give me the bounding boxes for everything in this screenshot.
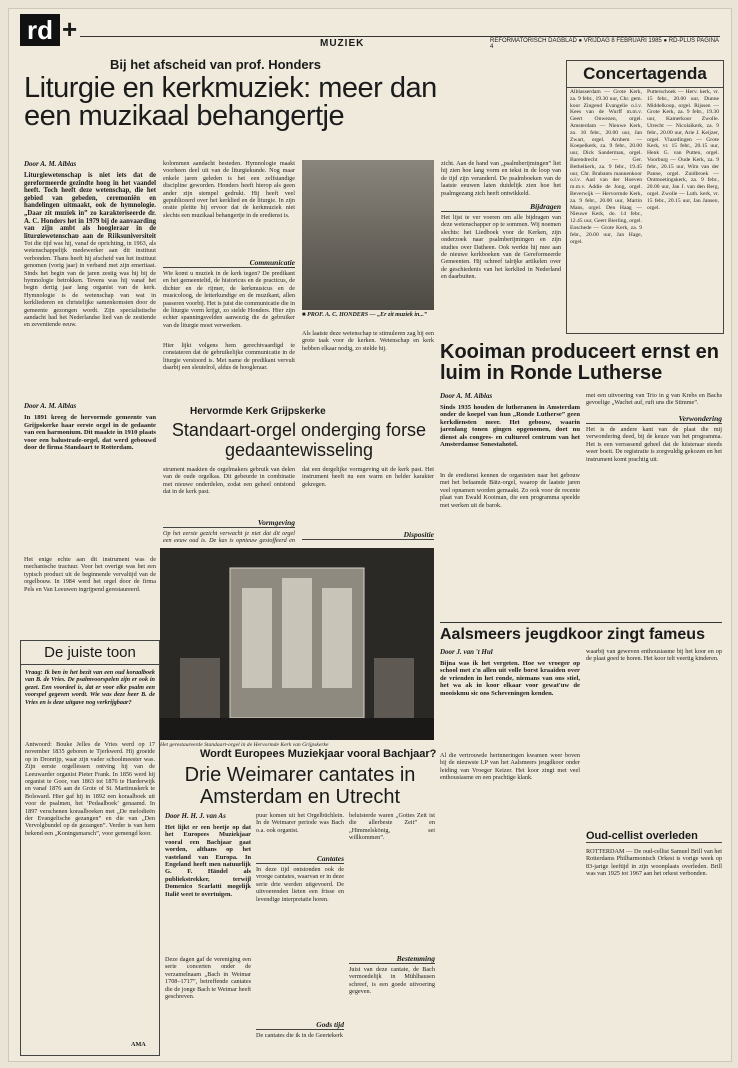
lead-col3: zicht. Aan de hand van „psalmberijmingen” liet hij zien hoe lang vorm en tekst in de loop van de tijd zijn veranderd. De psalmboeken van de laatste eeuwen laten duidelijk zien hoe het psalmgezang zich heeft ontwikkeld. [441,160,561,197]
header-rule [80,36,720,37]
aalsmeer-headline: Aalsmeers jeugdkoor zingt fameus [440,622,722,644]
masthead [20,14,720,48]
concert-list-right: Putterschoek — Herv. kerk, vr. 15 febr., 20.00 uur, Dunne Middelkoop, orgel. Rijssen — Grote Kerk, za. 9 febr., 19.30 uur, Kamerkoor Zwolle. Utrecht — Nicolaïkerk, za. 9 febr., 20.00 uur, Arie J. Keijzer, orgel. Vlaardingen — Grote Kerk, vr. 15 febr., 20.15 uur, Henk G. van Putten, orgel. Voorburg — Oude Kerk, za. 9 febr., 20.15 uur, Wim van der Panne, orgel. Zuidbroek — Ontmoetingskerk, za. 9 febr., 20.00 uur, Jan J. van den Berg, orgel. Zwolle — Luth. kerk, vr. 15 febr., 20.15 uur, Jan Jansen, orgel. [647,89,719,211]
lead-col3c: Als laatste deze wetenschap te stimuleren zag hij een grote taak voor de kerken. Wetenschap en kerk hebben elkaar nodig, zo stelde hij. [302,330,434,352]
weimar-intro: Het lijkt er een beetje op dat het Europees Muziekjaar vooral een Bachjaar gaat worden, althans op het vasteland van Europa. In Engeland heeft men natuurlijk G. F. Händel als publiekstrekker, terwijl Domenico Scarlatti mogelijk Italië weet te overtuigen. [165,824,251,898]
weimar-headline: Drie Weimarer cantates in Amsterdam en Utrecht [184,764,416,808]
honders-photo [302,160,434,310]
weimar-body: Deze dagen gaf de vereniging een serie concerten onder de verzamelnaam „Bach in Weimar 1708–1717”, betreffende cantates die de jonge Bach te Weimar heeft geschreven. [165,956,251,1001]
lead-subhead-communicatie: Communicatie [163,258,295,268]
concert-agenda-box [566,60,724,334]
lead-byline: Door A. M. Alblas [24,160,77,168]
lead-col2b: Wie komt u muziek in de kerk tegen? De predikant en het gemeentelid, de historicus en de practicus, de dichter en de rijmer, de kerkmusicus en de musicoloog, de letterkundige en de muzikant, allen passeren voorbij. Het is juist die communicatie die in de liturgie vorm krijgt, zo stelde Honders. Hier zijn echter spanningsvelden aanwezig die de gebruiker van de liturgie moet verwerken. [163,270,295,329]
grijpskerke-col2: strument maakten de orgelmakers gebruik van delen van de oude orgelkas. Dit gebeurde in combinatie met nieuwe onderdelen, zodat een geheel ontstond dat in de kerk past. [163,466,295,496]
weimar-subhead-bestemming: Bestemming [349,954,435,964]
weimar-col3: beluisterde waren „Gottes Zeit ist die allerbeste Zeit” en „Himmelskönig, sei willkommen”. [349,812,435,842]
lead-subhead-bijdragen: Bijdragen [441,202,561,212]
grijpskerke-kicker: Hervormde Kerk Grijpskerke [190,406,326,417]
weimar-col2: puur komen uit het Orgelbüchlein. In de Weimarer periode was Bach o.a. ook organist. [256,812,344,834]
lead-col2c: Hier lijkt volgens hem gerechtvaardigd te constateren dat de gebruikelijke communicatie in de liturgie verstoord is. Met name de predikant vervult daarbij een sleutelrol, aldus de hoogleraar. [163,342,295,372]
lead-kicker: Bij het afscheid van prof. Honders [110,57,321,72]
aalsmeer-byline: Door J. van 't Hul [440,648,493,656]
weimar-col3b: Juist van deze cantate, de Bach vermoedelijk in Mühlhausen schreef, is een goede uitvoering gegeven. [349,966,435,996]
lead-headline: Liturgie en kerkmuziek: meer dan een muzikaal behangertje [24,72,437,132]
kooiman-col2: met een uitvoering van Trio in g van Krebs en Bachs gevoelige „Wachet auf, ruft uns die Stimme”. [586,392,722,407]
weimar-col2c: De cantates die ik in de Geertekerk [256,1032,343,1039]
aalsmeer-body: Al die vertrouwde herinneringen kwamen weer boven bij de nieuwste LP van het Aalsmeers jeugdkoor onder leiding van Vroeger Keizer. Het koor zingt met veel enthousiasme en een prachtige klank. [440,752,580,782]
kooiman-body: In de eredienst kennen de organisten naar het gebouw met het befaamde Bätz-orgel, waarop de laatste jaren veel opnamen worden gemaakt. Zo ook voor de recente plaat van Ewald Kooiman, die een programma speelde met werken uit de barok. [440,472,580,509]
grijpskerke-subhead-vormgeving: Vormgeving [163,518,295,528]
tip-question: Vraag: Ik ben in het bezit van een oud koraalboek van B. de Vries. De psalmvoorspelen zijn er ook in gezet. Een voordeel is, dat er voor elke psalm een voorspel gegeven wordt. Wie was deze heer B. de Vries en is deze uitgave nog verkrijgbaar? [25,669,155,706]
organ-caption: Het gerestaureerde Standaart-orgel in de Hervormde Kerk van Grijpskerke [160,742,329,748]
grijpskerke-col1b: Het enige echte aan dit instrument was de mechanische tractuur. Voor het overige was het een typisch product uit de beginnende vervaltijd van de orgelbouw. In 1984 werd het orgel door de firma Pels en Van Leeuwen ingrijpend gerestaureerd. [24,556,156,593]
plus-icon: + [62,14,78,44]
organ-photo [160,548,434,740]
issue-meta: REFORMATORISCH DAGBLAD ● VRIJDAG 8 FEBRUARI 1985 ● RD-PLUS PAGINA 4 [490,38,719,50]
weimar-byline: Door H. H. J. van As [165,812,226,820]
lead-body: Tot die tijd was hij, vanaf de oprichting, in 1963, als wetenschappelijk medewerker aan dit instituut verbonden. Thans heeft hij afscheid van het instituut genomen (vorig jaar) in verband met zijn emeritaat. Sinds het begin van de jaren zestig was hij bij de hymnologie betrokken. Tevens was hij vanaf het begin dertig jaar lang organist van de kerk. Hymnologie is de wetenschap van wat in kerkliederen en christelijke samenkomsten door de gemeente gezongen wordt. Zijn specialistische aandacht had het Nederlandse lied van de zestiende en zeventiende eeuw. [24,240,156,329]
grijpskerke-intro: In 1891 kreeg de hervormde gemeente van Grijpskerke haar eerste orgel in de gedaante van een harmonium. Dit maakte in 1910 plaats voor een balustrade-orgel, dat werd gebouwd door de firma Standaart te Rotterdam. [24,414,156,452]
section-title: MUZIEK [320,38,365,49]
honders-photo-caption: ■ PROF. A. C. HONDERS — „Er zit muziek in...” [302,312,427,318]
weimar-subhead-cantates: Cantates [256,854,344,864]
lead-col3b: Het lijst te ver voeren om alle bijdragen van deze wetenschapper op te sommen. Wij noemen slechts: het Liedboek voor de Kerken, zijn onderzoek naar psalmberijmingen en zijn studies over Datheen. Ook werkte hij mee aan de nieuwe kerkboeken van de Gereformeerde Gemeenten. Hij schreef talrijke artikelen over de geschiedenis van het kerklied in Nederland en daarbuiten. [441,214,561,281]
brill-headline: Oud-cellist overleden [586,830,722,843]
brill-article: ROTTERDAM — De oud-cellist Samuel Brill van het Rotterdams Philharmonisch Orkest is vorige week op 83-jarige leeftijd in zijn woonplaats overleden. Brill was van 1925 tot 1967 aan het orkest verbonden. [586,848,722,878]
aalsmeer-intro: Bijna was ik het vergeten. Hoe we vroeger op school met z'n allen uit volle borst kraaiden over de vrienden in het ronde, niemans van ons stiel, het wa ak in koor elkaar voor gewat'uw de mooiskmu sic ons Scheveningen kenden. [440,660,580,697]
dispositie-title: Dispositie [302,530,434,540]
kooiman-subhead-verwondering: Verwondering [586,414,722,424]
tip-box [20,640,160,1056]
grijpskerke-col3: dat een dergelijke vormgeving uit de kerk past. Het instrument heeft nu een warm en helder karakter gekregen. [302,466,434,488]
kooiman-byline: Door A. M. Alblas [440,392,493,400]
lead-col2: kolommen aandacht besteden. Hymnologie maakt voorheen deel uit van de liturgiekunde. Nog maar enkele jaren geleden is het een zelfstandige discipline geworden. Honders heeft hierop als geen ander zijn stempel gedrukt. Hij heeft veel gepubliceerd over het kerklied en de liturgie. In zijn oratie pleitte hij ervoor dat de kerkmuziek niet slechts een muzikaal behangertje in de eredienst is. [163,160,295,219]
dispositie-spacer [302,542,434,546]
grijpskerke-col2b: Op het eerste gezicht verwacht je niet dat dit orgel een eeuw oud is. De kas is opnieuw gestoffeerd en [163,530,295,544]
aalsmeer-col2: waarbij van geweven enthousiasme bij het koor en op de plaat goed te horen. Het koor telt veertig kinderen. [586,648,722,663]
organ-illustration [160,548,434,740]
lead-intro: Liturgiewetenschap is niet iets dat de gereformeerde gezindte hoog in het vaandel heeft. Toch heeft deze wetenschap, die het gebied van gebeden, ceremoniën en handelingen uitmaakt, ook de hymnologie. „Daar zit muziek in” zo karakteriseerde dr. A. C. Honders het in 1979 bij de aanvaarding van zijn ambt als hoogleraar in de liturgiewetenschap aan de Rijksuniversiteit [24,172,156,238]
concert-agenda-title: Concertagenda [567,61,723,88]
rd-logo: rd [20,14,60,46]
weimar-kicker: Wordt Europees Muziekjaar vooral Bachjaar? [200,748,437,760]
kooiman-col2b: Het is de andere kant van de plaat die mij verwondering deed, bij de keuze van het programma. Het is een verrassend geheel dat de luisteraar steeds weer boeit. De registratie is zorgvuldig gekozen en het instrument komt prachtig uit. [586,426,722,463]
kooiman-intro: Sinds 1935 houden de lutheranen in Amsterdam onder de koepel van hun „Ronde Lutherse” geen kerkdiensten meer. Het gebouw, waarin jarenlang tonen gingen opgenomen, doet nu dienst als congres- en cultureel centrum van het Amsterdamse Sonestahotel. [440,404,580,449]
weimar-subhead-godstijd: Gods tijd [256,1020,344,1030]
kooiman-headline: Kooiman produceert ernst en luim in Ronde Lutherse [440,341,719,384]
grijpskerke-byline: Door A. M. Alblas [24,402,77,410]
grijpskerke-headline: Standaart-orgel onderging forse gedaantewisseling [171,420,427,460]
tip-answer: Antwoord: Bouke Jelles de Vries werd op 17 november 1835 geboren te Tjerkwerd. Hij groeide op in Dronrijp, waar zijn vader schoolmeester was. Zijn eerste orgellessen ontving hij van de Leeuwarder organist Pieter Frank. In 1856 werd hij organist te Goor, van 1863 tot 1876 te Harderwijk en vanaf 1876 aan de Grote of St. Martinuskerk te Bolsward. Hier gaf hij in 1892 een koraalboek uit voor de psalmen, het ‘Pedaalboek’ genaamd. In 1897 verschenen koraalboeken met „De melodieën der Evangelische gezangen” en die van „Den Vervolgbundel op de gezangen”. Verder is van hem bekend een „Koningsmarsch”, voor gemengd koor. [25,741,155,837]
concert-list-left: Alblasserdam — Grote Kerk, za. 9 febr., 19.30 uur, Chr. gem. koor Zingend Evangelie o.l.v. Kees van de Wurff m.m.v. Geert Onwezen, orgel. Amsterdam — Nieuwe Kerk, zo. 10 febr., 20.00 uur, Jan Zwart, orgel. Arnhem — Koepelkerk, za. 9 febr., 20.00 uur, Dick Sanderman, orgel. Barendrecht — Ger. Bethelkerk, za. 9 febr., 19.45 uur, Chr. Brabants mannenkoor o.l.v. Aad van der Hoeven m.m.v. Addie de Jong, orgel. Beverwijk — Hervormde Kerk, za. 9 febr., 20.00 uur, Martin Mans, orgel. Den Haag — Nieuwe Kerk, do. 14 febr., 12.45 uur, Geert Bierling, orgel. Enschede — Grote Kerk, za. 9 febr., 20.00 uur, Jan Hage, orgel. [570,89,642,245]
weimar-col2b: In deze tijd ontstonden ook de vroege cantates, waarvan er in deze serie drie werden uitgevoerd. De uitvoerenden lieten een frisse en levendige interpretatie horen. [256,866,344,903]
tip-title: De juiste toon [21,641,159,665]
tip-credit: AMA [131,1041,146,1048]
